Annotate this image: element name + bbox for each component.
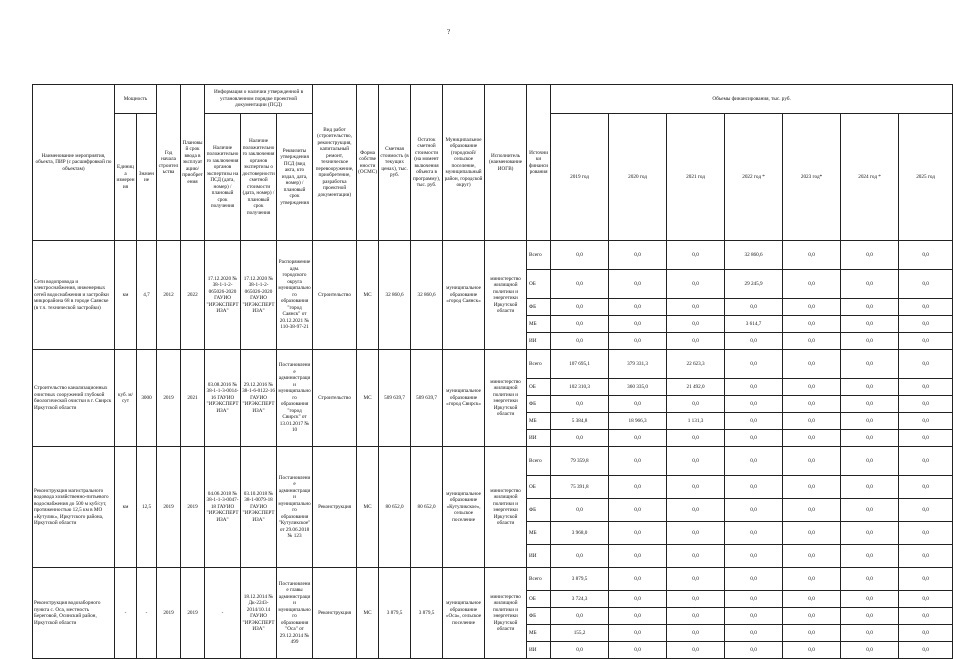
cell-end: 2022 xyxy=(181,241,205,350)
cell-amount: 0,0 xyxy=(841,642,899,659)
header-capacity: Мощность xyxy=(115,85,157,114)
header-row-1 xyxy=(33,85,953,114)
cell-amount: 0,0 xyxy=(841,333,899,350)
cell-amount: 0,0 xyxy=(899,642,953,659)
cell-rem: 80 652,0 xyxy=(411,447,443,568)
cell-amount: 0,0 xyxy=(609,568,667,591)
cell-amount: 21 492,0 xyxy=(667,379,725,396)
header-name: Наименование мероприятия, объекта, ПИР (с расшифровкой по объектам) xyxy=(33,85,115,241)
cell-amount: 0,0 xyxy=(725,522,783,545)
cell-amount: 0,0 xyxy=(667,522,725,545)
cell-source: ФБ xyxy=(527,499,551,522)
cell-own: МС xyxy=(357,568,379,659)
cell-amount: 0,0 xyxy=(667,299,725,316)
cell-source: ИИ xyxy=(527,333,551,350)
cell-rem: 32 860,6 xyxy=(411,241,443,350)
cell-amount: 102 310,3 xyxy=(551,379,609,396)
cell-rel: 17.12.2020 № 38-1-1-2-065026-2020 ГАУИО "ИРЭКСПЕРТИЗА" xyxy=(241,241,277,350)
cell-amount: 0,0 xyxy=(899,379,953,396)
cell-amount: 75 391,8 xyxy=(551,476,609,499)
cell-amount: 0,0 xyxy=(551,642,609,659)
header-executor: Исполнитель (наименование ИОГВ) xyxy=(485,85,527,241)
header-year: 2023 год* xyxy=(783,114,841,241)
cell-amount: 0,0 xyxy=(783,568,841,591)
cell-amount: 0,0 xyxy=(725,591,783,608)
cell-amount: 0,0 xyxy=(783,545,841,568)
header-ownership: Форма собственности (ОСМС) xyxy=(357,85,379,241)
cell-amount: 0,0 xyxy=(609,316,667,333)
cell-own: МС xyxy=(357,447,379,568)
cell-amount: 0,0 xyxy=(899,316,953,333)
cell-start: 2019 xyxy=(157,447,181,568)
cell-amount: 1 131,3 xyxy=(667,413,725,430)
cell-rel: 03.10.2018 № 38-1-0079-18 ГАУИО "ИРЭКСПЕРТИЗА" xyxy=(241,447,277,568)
cell-amount: 0,0 xyxy=(783,270,841,299)
cell-start: 2019 xyxy=(157,568,181,659)
cell-source: Всего xyxy=(527,568,551,591)
cell-name: Реконструкция магистрального водовода хозяйственно-питьевого водоснабжения до 500 м куб/сут, протяженностью 12,5 км в МО «Кутулик», Иркутского района, Иркутской области xyxy=(33,447,115,568)
cell-rem: 509 639,7 xyxy=(411,350,443,447)
cell-source: ИИ xyxy=(527,545,551,568)
cell-amount: 0,0 xyxy=(899,447,953,476)
cell-cost: 32 860,6 xyxy=(379,241,411,350)
cell-amount: 0,0 xyxy=(667,642,725,659)
cell-value: 4,7 xyxy=(137,241,157,350)
cell-amount: 0,0 xyxy=(841,430,899,447)
cell-amount: 0,0 xyxy=(841,350,899,379)
cell-source: Всего xyxy=(527,350,551,379)
cell-source: Всего xyxy=(527,241,551,270)
cell-amount: 0,0 xyxy=(783,299,841,316)
cell-end: 2021 xyxy=(181,350,205,447)
cell-work: Реконструкция xyxy=(313,447,357,568)
cell-amount: 0,0 xyxy=(725,396,783,413)
cell-unit: куб. м/сут xyxy=(115,350,137,447)
cell-amount: 0,0 xyxy=(841,545,899,568)
cell-amount: 0,0 xyxy=(551,430,609,447)
cell-unit: км xyxy=(115,447,137,568)
cell-name: Сети водопровода и электроснабжения, инженерных сетей водоснабжения и застройки микрорайона 68 в городе Саянске (в т.ч. технической застройки) xyxy=(33,241,115,350)
cell-amount: 0,0 xyxy=(725,413,783,430)
cell-amount: 0,0 xyxy=(841,522,899,545)
cell-amount: 0,0 xyxy=(899,350,953,379)
cell-amount: 0,0 xyxy=(783,591,841,608)
cell-amount: 0,0 xyxy=(841,625,899,642)
cell-source: ИИ xyxy=(527,642,551,659)
cell-end: 2019 xyxy=(181,447,205,568)
cell-value: 12,5 xyxy=(137,447,157,568)
cell-amount: 0,0 xyxy=(609,396,667,413)
cell-amount: 0,0 xyxy=(667,545,725,568)
page-number: ? xyxy=(447,28,451,36)
cell-amount: 79 359,8 xyxy=(551,447,609,476)
header-psd-reliability: Наличие положительного заключения органов экспертизы о достоверности сметной стоимости (дата, номер) / плановый срок получения xyxy=(241,114,277,241)
cell-amount: 0,0 xyxy=(899,522,953,545)
cell-amount: 0,0 xyxy=(841,316,899,333)
cell-amount: 18 966,3 xyxy=(609,413,667,430)
header-funding: Объемы финансирования, тыс. руб. xyxy=(551,85,953,114)
cell-amount: 0,0 xyxy=(725,545,783,568)
cell-req: Постановление администрации муниципального образования "Кутуликское" от 29.06.2018 № 123 xyxy=(277,447,313,568)
cell-amount: 32 860,6 xyxy=(725,241,783,270)
cell-amount: 0,0 xyxy=(899,413,953,430)
cell-amount: 3 614,7 xyxy=(725,316,783,333)
cell-source: ОБ xyxy=(527,379,551,396)
cell-req: Постановление главы администрации муниципального образования "Оса" от 29.12.2014 № 499 xyxy=(277,568,313,659)
cell-amount: 0,0 xyxy=(667,396,725,413)
cell-amount: 0,0 xyxy=(551,499,609,522)
cell-amount: 0,0 xyxy=(725,333,783,350)
cell-amount: 360 335,0 xyxy=(609,379,667,396)
cell-amount: 0,0 xyxy=(609,333,667,350)
cell-amount: 0,0 xyxy=(725,476,783,499)
cell-amount: 0,0 xyxy=(783,522,841,545)
header-municipality: Муниципальное образование (городской/сельское поселение, муниципальный район, городской округ) xyxy=(443,85,485,241)
cell-amount: 0,0 xyxy=(551,299,609,316)
cell-work: Реконструкция xyxy=(313,568,357,659)
cell-amount: 0,0 xyxy=(609,241,667,270)
cell-mun: муниципальное образование «город Свирск» xyxy=(443,350,485,447)
cell-source: ОБ xyxy=(527,591,551,608)
cell-work: Строительство xyxy=(313,350,357,447)
header-psd-expertise: Наличие положительного заключения органов экспертизы на ПСД (дата, номер) / плановый срок получения xyxy=(205,114,241,241)
cell-rel: 29.12.2016 № 38-1-6-0122-16 ГАУИО "ИРЭКСПЕРТИЗА" xyxy=(241,350,277,447)
cell-source: ОБ xyxy=(527,476,551,499)
cell-amount: 0,0 xyxy=(783,241,841,270)
header-work-type: Вид работ (строительство, реконструкция, капитальный ремонт, техническое перевооружение, приобретение, разработка проектной документации) xyxy=(313,85,357,241)
cell-amount: 0,0 xyxy=(667,333,725,350)
cell-rel: 18.12.2014 № Дк-2243-2014/10.14 ГАУИО "ИРЭКСПЕРТИЗА" xyxy=(241,568,277,659)
cell-amount: 0,0 xyxy=(725,608,783,625)
cell-work: Строительство xyxy=(313,241,357,350)
cell-amount: 0,0 xyxy=(899,499,953,522)
header-year: 2020 год xyxy=(609,114,667,241)
cell-amount: 0,0 xyxy=(899,299,953,316)
header-year: 2019 год xyxy=(551,114,609,241)
header-year: 2025 год xyxy=(899,114,953,241)
table-body xyxy=(33,241,953,659)
cell-amount: 0,0 xyxy=(725,568,783,591)
header-psd-requisites: Реквизиты утверждения ПСД (вид акта, кто издал, дата, номер) / плановый срок утверждения xyxy=(277,114,313,241)
cell-amount: 0,0 xyxy=(899,241,953,270)
cell-amount: 0,0 xyxy=(841,299,899,316)
header-source: Источники финансирования xyxy=(527,85,551,241)
cell-exe: министерство жилищной политики и энергетики Иркутской области xyxy=(485,350,527,447)
cell-amount: 0,0 xyxy=(609,545,667,568)
cell-amount: 0,0 xyxy=(609,499,667,522)
cell-amount: 29 245,9 xyxy=(725,270,783,299)
cell-mun: муниципальное образование «Оса», сельское поселение xyxy=(443,568,485,659)
cell-amount: 5 384,8 xyxy=(551,413,609,430)
cell-amount: 0,0 xyxy=(609,447,667,476)
cell-amount: 0,0 xyxy=(609,608,667,625)
cell-amount: 0,0 xyxy=(725,299,783,316)
cell-source: ОБ xyxy=(527,270,551,299)
cell-unit: км xyxy=(115,241,137,350)
cell-amount: 107 695,1 xyxy=(551,350,609,379)
cell-amount: 0,0 xyxy=(841,379,899,396)
cell-amount: 0,0 xyxy=(899,270,953,299)
header-year: 2022 год * xyxy=(725,114,783,241)
cell-amount: 0,0 xyxy=(667,591,725,608)
cell-value: - xyxy=(137,568,157,659)
cell-amount: 0,0 xyxy=(551,241,609,270)
cell-amount: 0,0 xyxy=(725,625,783,642)
cell-amount: 0,0 xyxy=(667,476,725,499)
cell-amount: 0,0 xyxy=(841,396,899,413)
cell-source: Всего xyxy=(527,447,551,476)
cell-amount: 0,0 xyxy=(609,625,667,642)
cell-exp: 17.12.2020 № 38-1-1-2-065026-2020 ГАУИО "ИРЭКСПЕРТИЗА" xyxy=(205,241,241,350)
cell-amount: 0,0 xyxy=(783,476,841,499)
cell-mun: муниципальное образование «город Саянск» xyxy=(443,241,485,350)
cell-source: МБ xyxy=(527,625,551,642)
header-year: 2021 год xyxy=(667,114,725,241)
cell-cost: 80 652,0 xyxy=(379,447,411,568)
cell-amount: 0,0 xyxy=(783,447,841,476)
table-row xyxy=(33,447,953,476)
cell-cost: 3 879,5 xyxy=(379,568,411,659)
cell-own: МС xyxy=(357,350,379,447)
cell-start: 2019 xyxy=(157,350,181,447)
cell-amount: 0,0 xyxy=(551,608,609,625)
header-start-year: Год начала строительства xyxy=(157,85,181,241)
cell-amount: 0,0 xyxy=(667,316,725,333)
cell-amount: 0,0 xyxy=(725,379,783,396)
cell-source: ФБ xyxy=(527,299,551,316)
cell-amount: 0,0 xyxy=(667,568,725,591)
cell-rem: 3 879,5 xyxy=(411,568,443,659)
cell-amount: 0,0 xyxy=(899,396,953,413)
cell-exp: 03.08.2016 № 38-1-1-3-0014-16 ГАУИО "ИРЭКСПЕРТИЗА" xyxy=(205,350,241,447)
cell-amount: 0,0 xyxy=(725,447,783,476)
cell-own: МС xyxy=(357,241,379,350)
cell-amount: 0,0 xyxy=(667,625,725,642)
cell-amount: 0,0 xyxy=(841,568,899,591)
cell-amount: 3 968,0 xyxy=(551,522,609,545)
cell-amount: 0,0 xyxy=(609,476,667,499)
header-plan-year: Плановый срок ввода в эксплуатацию/приобретения xyxy=(181,85,205,241)
cell-amount: 0,0 xyxy=(841,413,899,430)
cell-amount: 0,0 xyxy=(551,316,609,333)
cell-amount: 0,0 xyxy=(551,270,609,299)
cell-amount: 0,0 xyxy=(899,625,953,642)
cell-amount: 0,0 xyxy=(899,545,953,568)
cell-amount: 0,0 xyxy=(841,608,899,625)
cell-req: Постановление администрации муниципального образования "город Свирск" от 13.01.2017 № 10 xyxy=(277,350,313,447)
cell-amount: 0,0 xyxy=(783,316,841,333)
cell-amount: 0,0 xyxy=(783,350,841,379)
cell-amount: 0,0 xyxy=(609,591,667,608)
cell-amount: 0,0 xyxy=(725,430,783,447)
cell-amount: 0,0 xyxy=(899,591,953,608)
cell-exe: министерство жилищной политики и энергетики Иркутской области xyxy=(485,447,527,568)
cell-amount: 0,0 xyxy=(783,608,841,625)
cell-amount: 3 879,5 xyxy=(551,568,609,591)
cell-amount: 0,0 xyxy=(667,447,725,476)
cell-amount: 0,0 xyxy=(551,333,609,350)
cell-amount: 0,0 xyxy=(899,430,953,447)
cell-amount: 0,0 xyxy=(609,430,667,447)
cell-amount: 0,0 xyxy=(667,430,725,447)
cell-amount: 0,0 xyxy=(899,333,953,350)
cell-amount: 0,0 xyxy=(551,396,609,413)
table-row xyxy=(33,241,953,270)
cell-amount: 0,0 xyxy=(783,413,841,430)
cell-amount: 0,0 xyxy=(841,241,899,270)
cell-name: Строительство канализационных очистных сооружений глубокой биологической очистки в г. Свирск Иркутской области xyxy=(33,350,115,447)
cell-amount: 0,0 xyxy=(551,545,609,568)
cell-amount: 0,0 xyxy=(609,522,667,545)
cell-unit: - xyxy=(115,568,137,659)
cell-exp: 04.06.2018 № 38-1-1-3-0047-18 ГАУИО "ИРЭКСПЕРТИЗА" xyxy=(205,447,241,568)
table-row xyxy=(33,350,953,379)
cell-source: МБ xyxy=(527,522,551,545)
cell-amount: 0,0 xyxy=(783,430,841,447)
investment-program-table xyxy=(32,84,953,659)
header-unit: Единица измерения xyxy=(115,114,137,241)
cell-exe: министерство жилищной политики и энергетики Иркутской области xyxy=(485,241,527,350)
cell-amount: 0,0 xyxy=(609,642,667,659)
header-value: Значение xyxy=(137,114,157,241)
cell-amount: 0,0 xyxy=(841,447,899,476)
table-row xyxy=(33,568,953,591)
cell-amount: 0,0 xyxy=(725,350,783,379)
cell-amount: 3 724,3 xyxy=(551,591,609,608)
cell-cost: 509 639,7 xyxy=(379,350,411,447)
cell-amount: 0,0 xyxy=(783,379,841,396)
cell-value: 3000 xyxy=(137,350,157,447)
cell-source: ФБ xyxy=(527,396,551,413)
cell-amount: 0,0 xyxy=(899,476,953,499)
cell-amount: 0,0 xyxy=(783,642,841,659)
cell-amount: 0,0 xyxy=(609,299,667,316)
header-psd: Информация о наличии утвержденной в установленном порядке проектной документации (ПСД) xyxy=(205,85,313,114)
cell-mun: муниципальное образование «Кутуликское», сельское поселение xyxy=(443,447,485,568)
cell-amount: 0,0 xyxy=(725,642,783,659)
cell-amount: 0,0 xyxy=(667,499,725,522)
cell-amount: 0,0 xyxy=(841,476,899,499)
cell-exe: министерство жилищной политики и энергетики Иркутской области xyxy=(485,568,527,659)
cell-amount: 379 331,3 xyxy=(609,350,667,379)
header-remaining: Остаток сметной стоимости (на момент включения объекта в программу), тыс. руб. xyxy=(411,85,443,241)
cell-amount: 0,0 xyxy=(783,625,841,642)
cell-amount: 0,0 xyxy=(725,499,783,522)
cell-amount: 0,0 xyxy=(899,608,953,625)
cell-amount: 0,0 xyxy=(841,270,899,299)
cell-source: МБ xyxy=(527,413,551,430)
cell-amount: 0,0 xyxy=(783,396,841,413)
cell-exp: - xyxy=(205,568,241,659)
cell-source: ИИ xyxy=(527,430,551,447)
cell-amount: 0,0 xyxy=(667,608,725,625)
cell-source: ФБ xyxy=(527,608,551,625)
cell-source: МБ xyxy=(527,316,551,333)
cell-name: Реконструкция водозаборного пункта с. Оса, местность Береговой, Осинский район, Иркутской области xyxy=(33,568,115,659)
cell-amount: 0,0 xyxy=(841,591,899,608)
cell-amount: 0,0 xyxy=(609,270,667,299)
cell-amount: 0,0 xyxy=(783,333,841,350)
cell-amount: 22 623,3 xyxy=(667,350,725,379)
cell-amount: 0,0 xyxy=(783,499,841,522)
cell-req: Распоряжение адм. городского округа муниципального образования "город Саянск" от 20.12.2021 № 110-38-97-21 xyxy=(277,241,313,350)
cell-start: 2012 xyxy=(157,241,181,350)
header-year: 2024 год * xyxy=(841,114,899,241)
cell-amount: 0,0 xyxy=(667,270,725,299)
cell-amount: 0,0 xyxy=(899,568,953,591)
cell-amount: 0,0 xyxy=(841,499,899,522)
header-cost: Сметная стоимость (в текущих ценах), тыс. руб. xyxy=(379,85,411,241)
cell-amount: 0,0 xyxy=(667,241,725,270)
cell-end: 2019 xyxy=(181,568,205,659)
cell-amount: 155,2 xyxy=(551,625,609,642)
